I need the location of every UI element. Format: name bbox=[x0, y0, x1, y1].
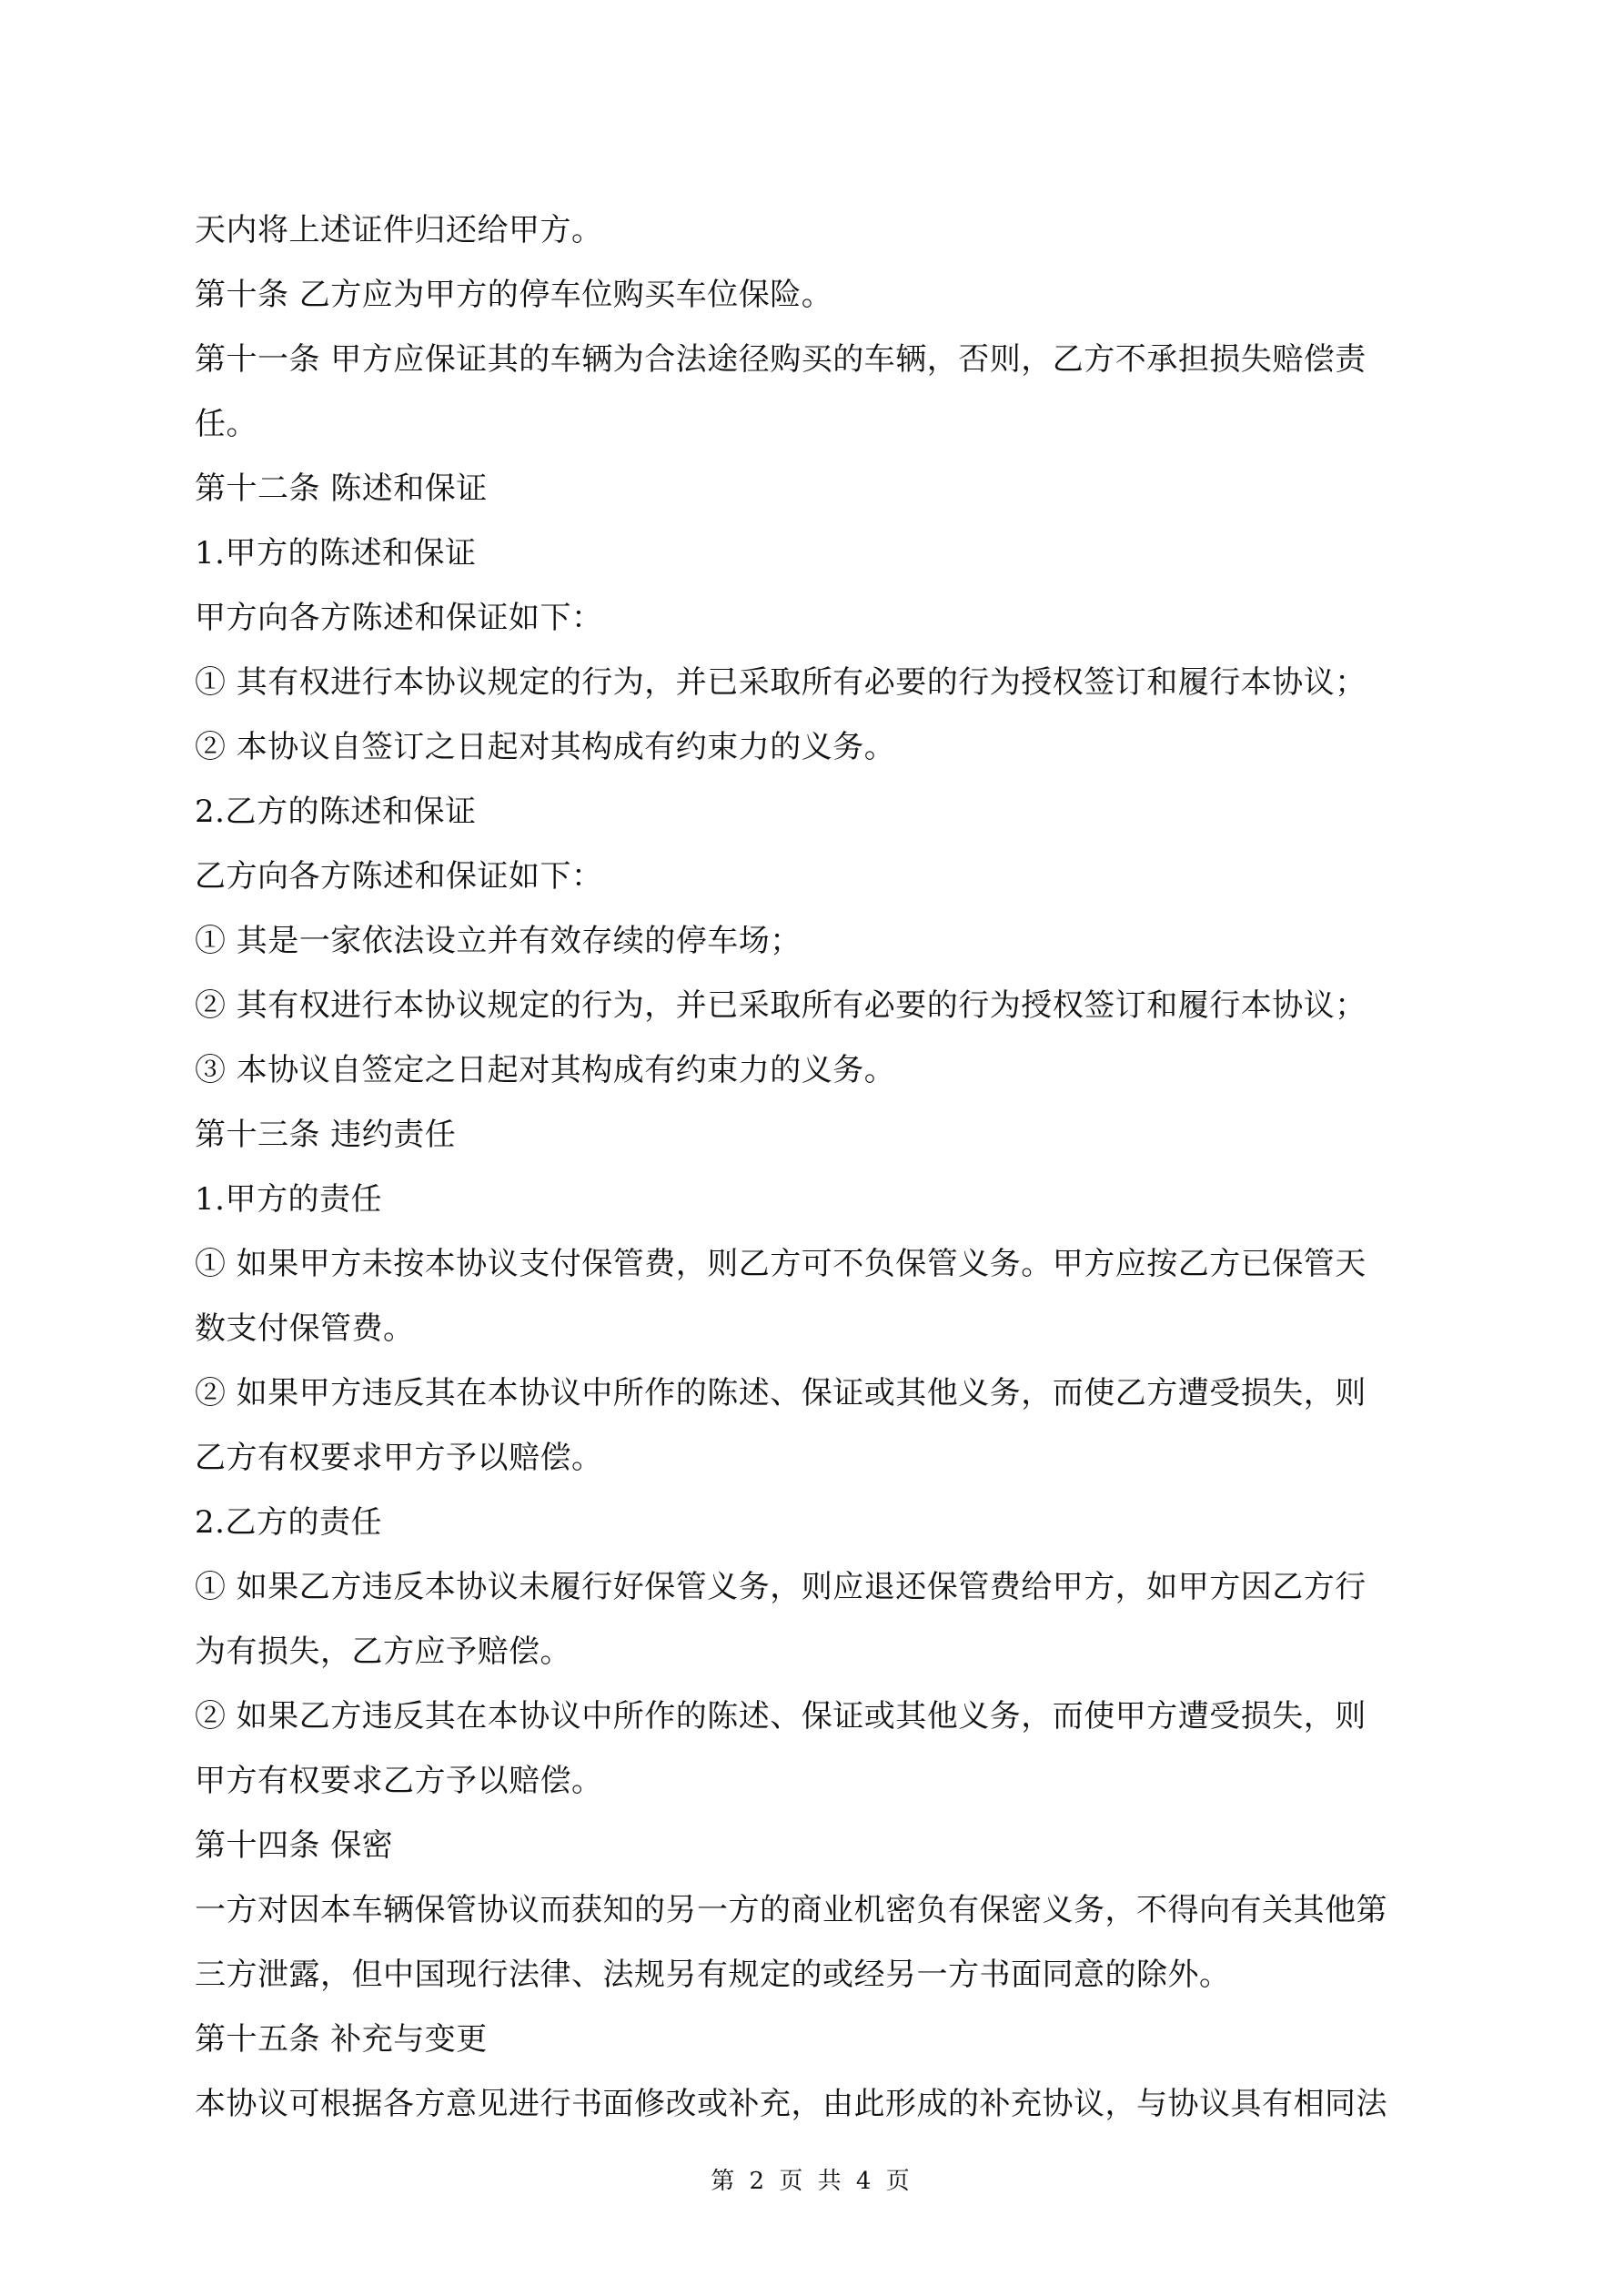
text-line: 甲方有权要求乙方予以赔偿。 bbox=[195, 1763, 603, 1799]
list-item: ② 本协议自签订之日起对其构成有约束力的义务。 bbox=[195, 729, 896, 765]
text-line: 三方泄露，但中国现行法律、法规另有规定的或经另一方书面同意的除外。 bbox=[195, 1957, 1231, 1993]
document-body bbox=[195, 198, 1441, 2137]
text-line: 乙方有权要求甲方予以赔偿。 bbox=[195, 1440, 603, 1476]
article-heading: 第十条 乙方应为甲方的停车位购买车位保险。 bbox=[195, 277, 833, 313]
text-line: 一方对因本车辆保管协议而获知的另一方的商业机密负有保密义务，不得向有关其他第 bbox=[195, 1892, 1387, 1928]
text-line: 甲方向各方陈述和保证如下： bbox=[195, 600, 603, 636]
text-line: 数支付保管费。 bbox=[195, 1310, 415, 1347]
article-heading: 第十三条 违约责任 bbox=[195, 1117, 457, 1153]
list-item: ② 其有权进行本协议规定的行为，并已采取所有必要的行为授权签订和履行本协议； bbox=[195, 987, 1367, 1024]
article-heading: 第十五条 补充与变更 bbox=[195, 2021, 488, 2058]
list-item: ② 如果甲方违反其在本协议中所作的陈述、保证或其他义务，而使乙方遭受损失，则 bbox=[195, 1375, 1367, 1411]
list-item: ② 如果乙方违反其在本协议中所作的陈述、保证或其他义务，而使甲方遭受损失，则 bbox=[195, 1698, 1367, 1735]
text-line: 本协议可根据各方意见进行书面修改或补充，由此形成的补充协议，与协议具有相同法 bbox=[195, 2086, 1387, 2122]
section-heading: 2.乙方的陈述和保证 bbox=[195, 794, 477, 830]
list-item: ① 如果甲方未按本协议支付保管费，则乙方可不负保管义务。甲方应按乙方已保管天 bbox=[195, 1246, 1367, 1282]
text-line: 天内将上述证件归还给甲方。 bbox=[195, 212, 603, 248]
page-number-footer: 第 2 页 共 4 页 bbox=[711, 2168, 913, 2195]
section-heading: 1.甲方的责任 bbox=[195, 1181, 382, 1218]
list-item: ① 其有权进行本协议规定的行为，并已采取所有必要的行为授权签订和履行本协议； bbox=[195, 664, 1367, 701]
article-heading: 第十二条 陈述和保证 bbox=[195, 470, 488, 507]
list-item: ① 如果乙方违反本协议未履行好保管义务，则应退还保管费给甲方，如甲方因乙方行 bbox=[195, 1569, 1367, 1605]
article-heading: 第十一条 甲方应保证其的车辆为合法途径购买的车辆，否则，乙方不承担损失赔偿责 bbox=[195, 341, 1367, 378]
text-line: 乙方向各方陈述和保证如下： bbox=[195, 858, 603, 895]
text-line: 为有损失，乙方应予赔偿。 bbox=[195, 1633, 571, 1670]
section-heading: 1.甲方的陈述和保证 bbox=[195, 535, 477, 571]
article-heading: 第十四条 保密 bbox=[195, 1827, 394, 1864]
list-item: ① 其是一家依法设立并有效存续的停车场； bbox=[195, 923, 802, 959]
section-heading: 2.乙方的责任 bbox=[195, 1504, 382, 1541]
list-item: ③ 本协议自签定之日起对其构成有约束力的义务。 bbox=[195, 1052, 896, 1088]
text-line: 任。 bbox=[195, 406, 257, 442]
